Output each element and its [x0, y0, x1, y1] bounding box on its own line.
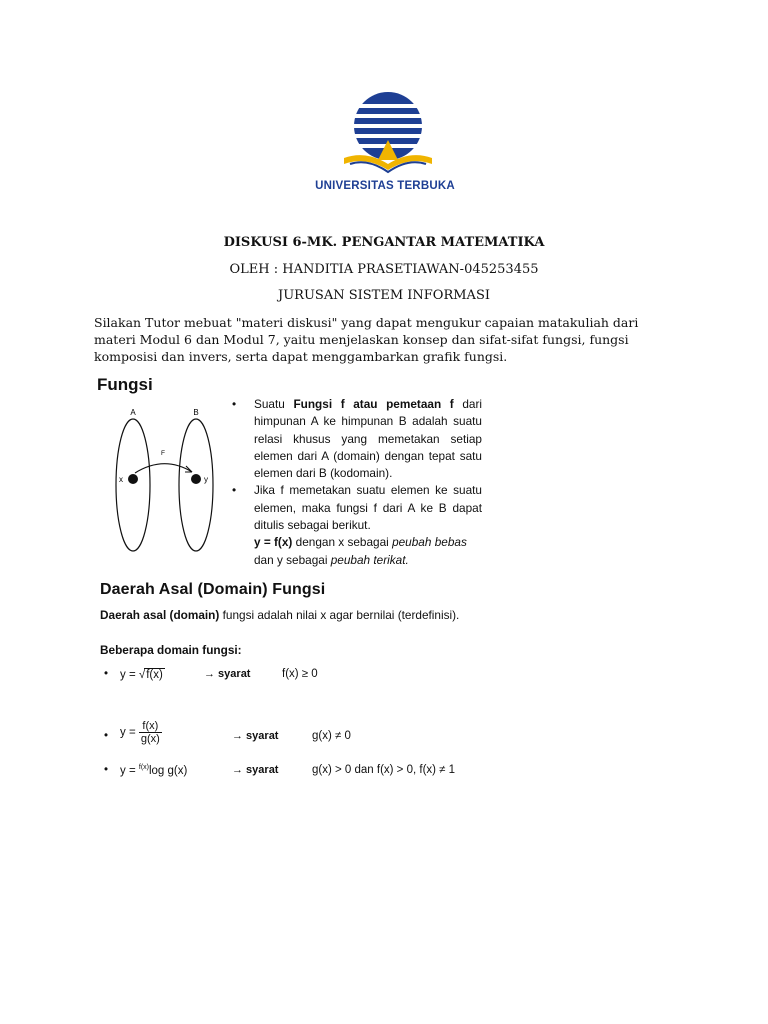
- fungsi-bullet-definition: • Suatu Fungsi f atau pemetaan f dari himpunan A ke himpunan B adalah suatu relasi khusus yang memetakan setiap elemen dari A (domain) dengan tepat satu elemen dari B (kodomain).: [232, 397, 482, 481]
- institution-name: UNIVERSITAS TERBUKA: [315, 180, 455, 192]
- bullet-dot: •: [232, 397, 237, 411]
- mapping-label: F: [161, 450, 165, 457]
- mapping-arrow: [135, 464, 192, 473]
- domain-heading: Daerah Asal (Domain) Fungsi: [100, 581, 326, 598]
- element-x-label: x: [119, 475, 123, 484]
- set-a-label: A: [130, 408, 136, 417]
- document-title: DISKUSI 6-MK. PENGANTAR MATEMATIKA: [223, 235, 545, 250]
- set-b-ellipse: [179, 419, 213, 551]
- set-a-ellipse: [116, 419, 150, 551]
- fungsi-bullets: [232, 396, 482, 569]
- university-logo: [340, 90, 436, 180]
- element-x-dot: [128, 474, 138, 484]
- department-line: JURUSAN SISTEM INFORMASI: [278, 288, 490, 303]
- fungsi-bullet-notation: • Jika f memetakan suatu elemen ke suatu elemen, maka fungsi f dari A ke B dapat ditulis sebagai berikut. y = f(x) dengan x sebagai peubah bebas dan y sebagai peubah terikat.: [232, 483, 482, 567]
- fungsi-heading: Fungsi: [97, 375, 153, 394]
- intro-paragraph: Silakan Tutor mebuat "materi diskusi" yang dapat mengukur capaian matakuliah dari materi Modul 6 dan Modul 7, yaitu menjelaskan konsep dan sifat-sifat fungsi, fungsi komposisi dan invers, serta dapat menggambarkan grafik fungsi.: [94, 315, 639, 364]
- set-b-label: B: [193, 408, 199, 417]
- author-line: OLEH : HANDITIA PRASETIAWAN-045253455: [229, 262, 539, 277]
- bullet-dot: •: [232, 483, 237, 498]
- mapping-diagram: [108, 405, 228, 555]
- element-y-label: y: [204, 475, 208, 484]
- element-y-dot: [191, 474, 201, 484]
- domain-subheading: Beberapa domain fungsi:: [100, 643, 242, 657]
- domain-definition: Daerah asal (domain) fungsi adalah nilai x agar bernilai (terdefinisi).: [100, 608, 460, 622]
